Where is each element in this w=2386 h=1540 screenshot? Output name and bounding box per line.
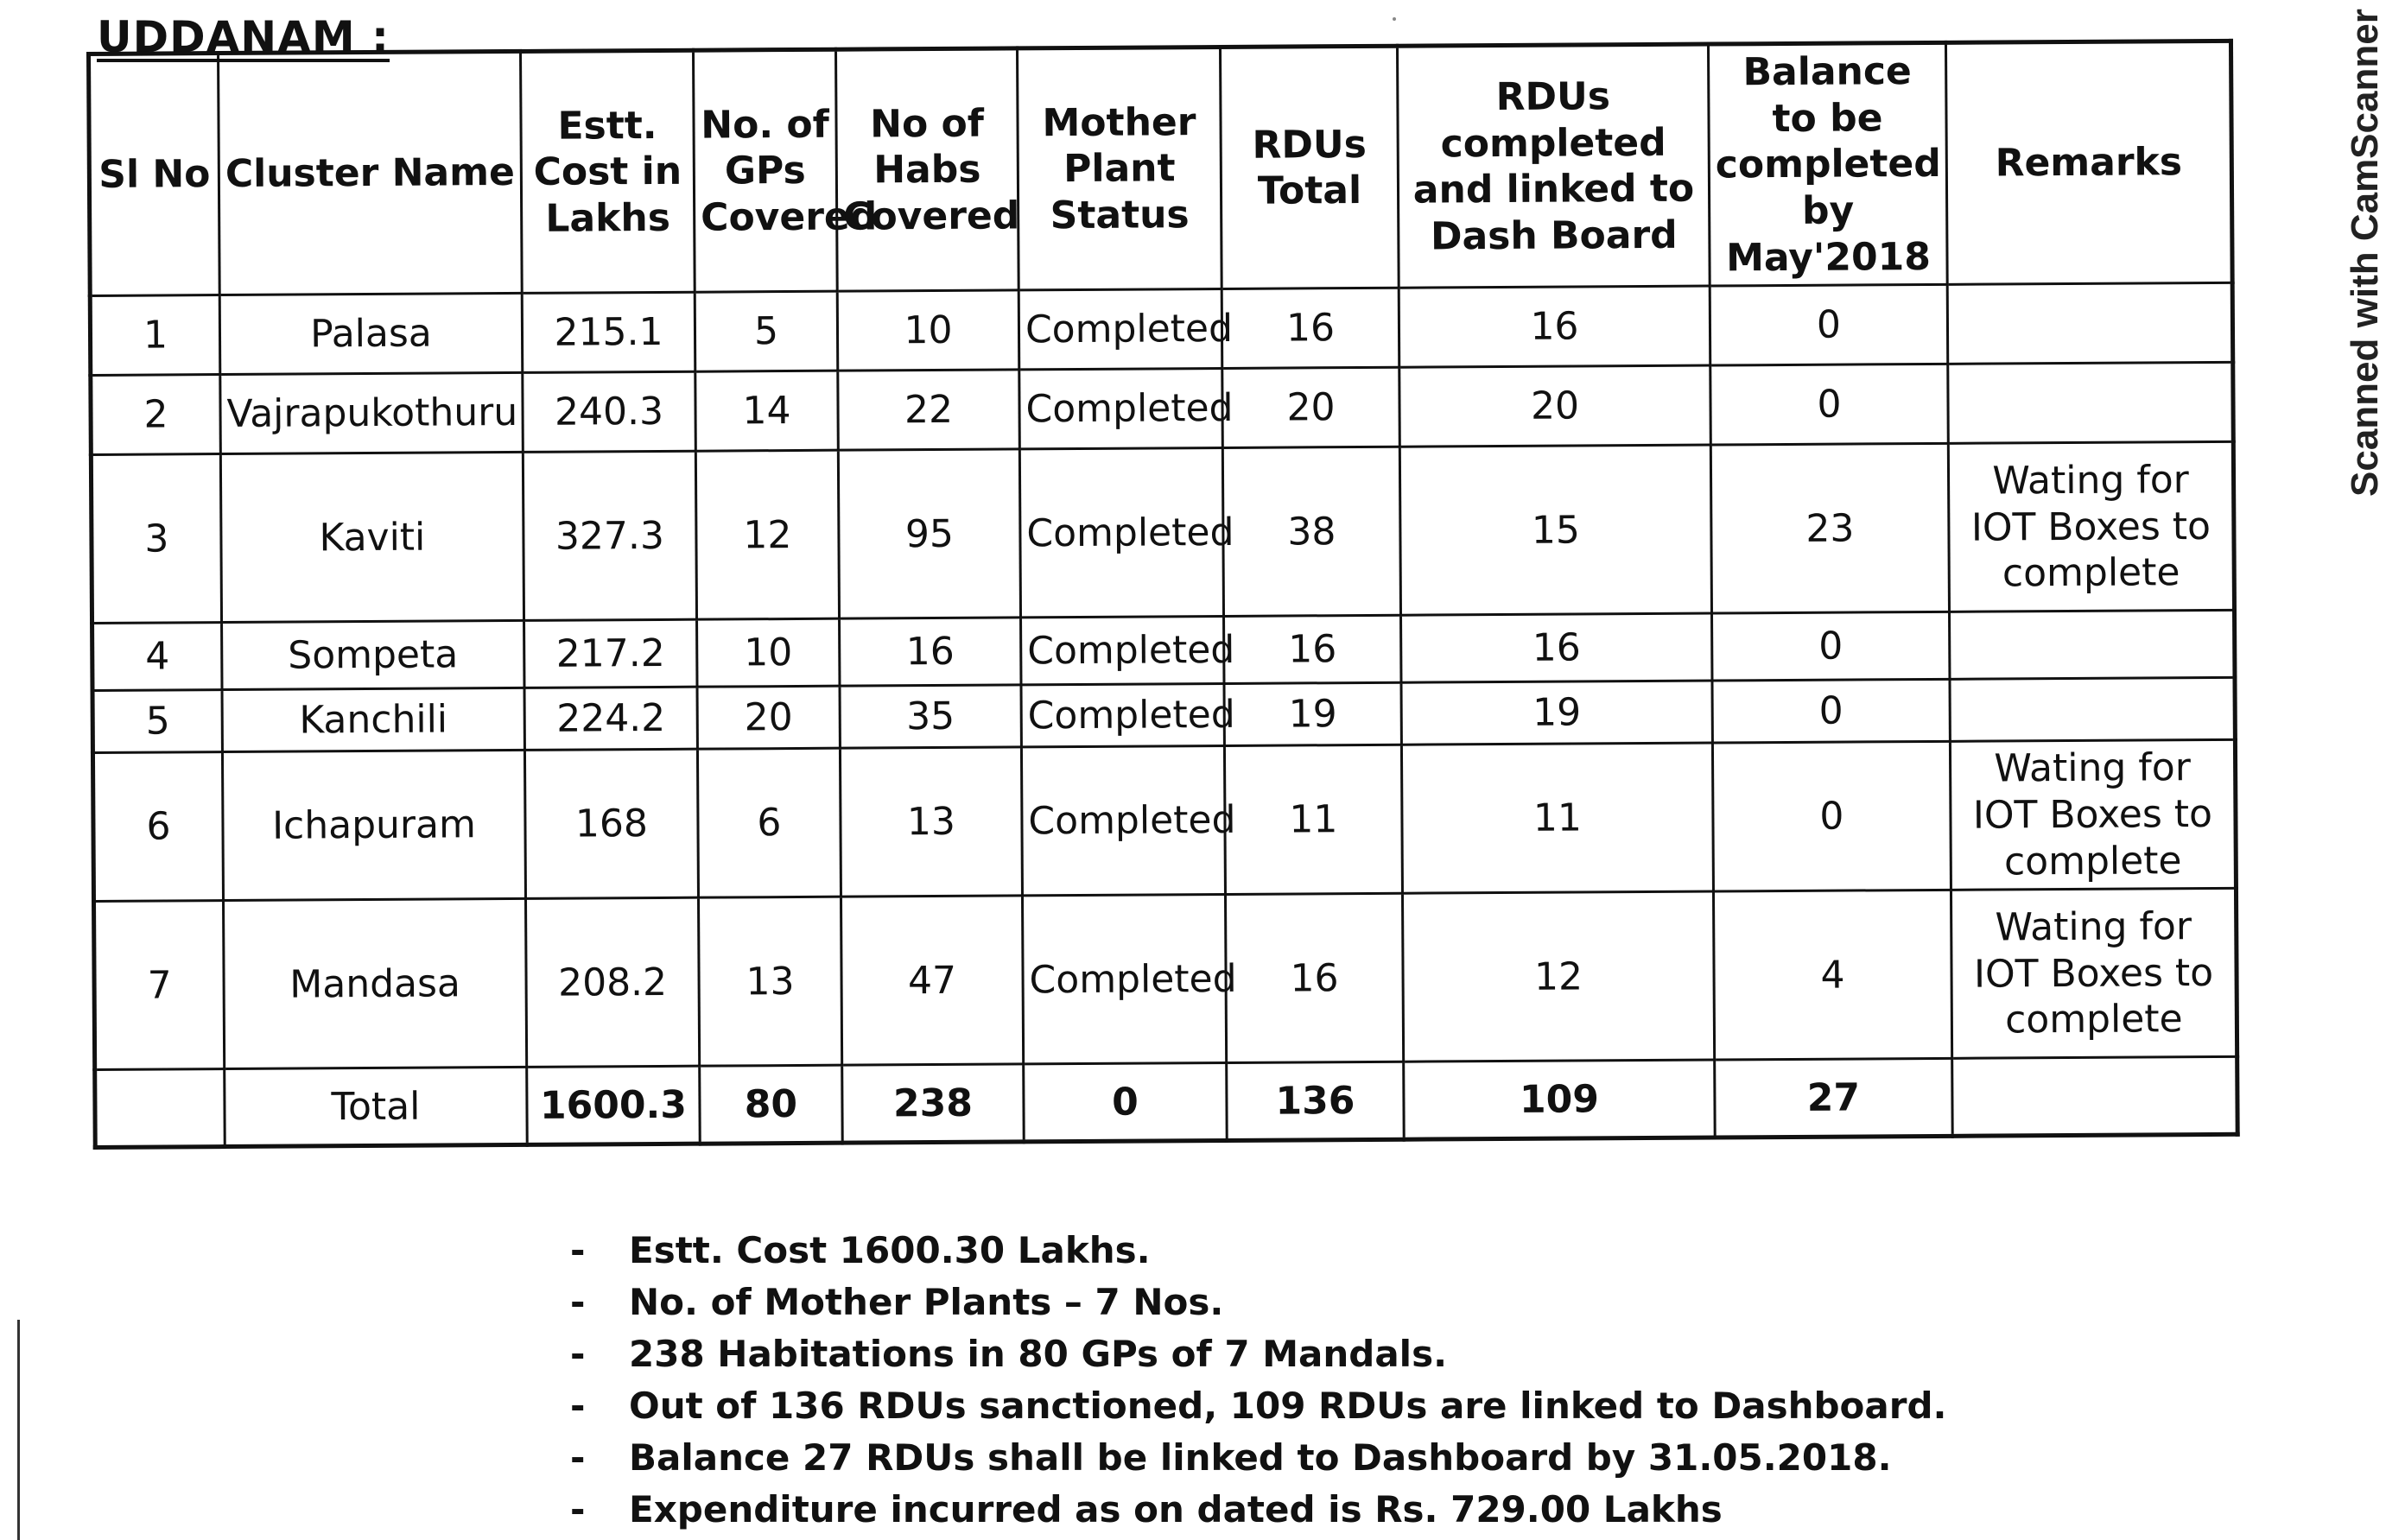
cluster-table-container [86, 39, 2236, 1130]
total-rdus: 136 [1227, 1062, 1405, 1141]
scan-margin-line [17, 1320, 20, 1540]
table-row [91, 363, 2234, 455]
note-text: Expenditure incurred as on dated is Rs. 729.00 Lakhs [629, 1488, 1723, 1530]
total-mother-plant: 0 [1024, 1063, 1228, 1142]
note-item [570, 1277, 1946, 1328]
cell-sl-no: 2 [91, 375, 221, 455]
cell-estt-cost: 327.3 [523, 452, 696, 621]
cell-remarks: Wating for IOT Boxes to complete [1948, 442, 2234, 612]
note-item [570, 1225, 1946, 1277]
cell-rdus-total: 16 [1225, 894, 1403, 1063]
header-habs-covered: No of Habs Covered [835, 48, 1018, 292]
cell-mother-plant-status: Completed [1022, 895, 1226, 1064]
total-label: Total [225, 1068, 528, 1147]
cell-cluster-name: Ichapuram [222, 751, 525, 901]
total-remarks [1952, 1057, 2238, 1137]
header-balance: Balance to be completed by May'2018 [1708, 42, 1947, 286]
cell-mother-plant-status: Completed [1021, 684, 1224, 747]
cell-remarks: Wating for IOT Boxes to complete [1950, 740, 2236, 890]
note-item [570, 1328, 1946, 1380]
header-sl-no: Sl No [89, 54, 220, 296]
cell-habs: 95 [838, 449, 1020, 618]
cell-estt-cost: 168 [524, 750, 698, 899]
cell-habs: 35 [840, 685, 1021, 748]
cell-estt-cost: 240.3 [523, 372, 696, 453]
total-rdus-linked: 109 [1404, 1060, 1716, 1139]
cell-cluster-name: Palasa [219, 294, 523, 375]
total-sl-no [95, 1069, 225, 1148]
cell-balance: 0 [1710, 364, 1949, 446]
cell-cluster-name: Kanchili [222, 688, 524, 752]
header-mother-plant-status: Mother Plant Status [1017, 47, 1222, 290]
cell-rdus-linked: 15 [1399, 445, 1711, 615]
cell-mother-plant-status: Completed [1021, 746, 1225, 896]
cell-sl-no: 3 [91, 454, 221, 624]
page-heading: UDDANAM : [97, 12, 390, 62]
header-rdus-total: RDUs Total [1220, 46, 1399, 289]
total-row [95, 1057, 2238, 1148]
header-row [89, 41, 2233, 296]
bullet-dash: - [570, 1385, 586, 1427]
cell-sl-no: 6 [92, 752, 223, 902]
bullet-dash: - [570, 1229, 586, 1271]
table-row [90, 283, 2233, 376]
cell-rdus-linked: 19 [1401, 681, 1712, 745]
cell-gps: 10 [697, 619, 840, 688]
cell-habs: 22 [838, 370, 1020, 450]
cell-rdus-linked: 12 [1402, 891, 1714, 1062]
cell-habs: 47 [841, 896, 1023, 1065]
cell-rdus-total: 20 [1222, 368, 1400, 448]
cell-balance: 23 [1710, 444, 1949, 614]
note-item [570, 1484, 1946, 1536]
cell-habs: 10 [837, 290, 1019, 371]
table-row [94, 889, 2237, 1070]
cell-rdus-total: 38 [1222, 447, 1400, 617]
cell-gps: 5 [695, 292, 838, 372]
bullet-dash: - [570, 1333, 586, 1375]
note-text: Out of 136 RDUs sanctioned, 109 RDUs are linked to Dashboard. [629, 1385, 1947, 1427]
cell-gps: 6 [697, 749, 841, 898]
cell-balance: 4 [1713, 890, 1951, 1061]
total-estt-cost: 1600.3 [527, 1067, 701, 1145]
cluster-table [86, 39, 2240, 1150]
cell-rdus-total: 11 [1224, 745, 1402, 895]
header-rdus-linked: RDUs completed and linked to Dash Board [1397, 44, 1710, 288]
cell-sl-no: 4 [92, 623, 222, 691]
cell-rdus-linked: 20 [1399, 365, 1711, 447]
note-item [570, 1380, 1946, 1432]
table-row [92, 740, 2236, 902]
cell-remarks: Wating for IOT Boxes to complete [1951, 889, 2237, 1059]
cell-rdus-linked: 11 [1401, 743, 1713, 893]
cell-sl-no: 7 [94, 901, 225, 1070]
cell-cluster-name: Kaviti [220, 453, 524, 623]
cell-mother-plant-status: Completed [1019, 369, 1223, 449]
cell-mother-plant-status: Completed [1021, 617, 1224, 685]
cell-mother-plant-status: Completed [1018, 289, 1222, 370]
cell-remarks [1950, 611, 2235, 680]
cell-balance: 0 [1710, 285, 1948, 366]
note-item [570, 1432, 1946, 1484]
cell-remarks [1950, 678, 2235, 742]
cell-rdus-linked: 16 [1401, 613, 1712, 682]
header-cluster-name: Cluster Name [219, 51, 523, 295]
cell-balance: 0 [1712, 680, 1950, 744]
cell-mother-plant-status: Completed [1019, 448, 1223, 618]
cell-estt-cost: 224.2 [524, 688, 697, 751]
total-habs: 238 [842, 1064, 1025, 1143]
cell-habs: 16 [840, 618, 1021, 686]
cell-gps: 12 [695, 451, 839, 620]
header-remarks: Remarks [1945, 41, 2232, 284]
header-estt-cost: Estt. Cost in Lakhs [521, 50, 695, 294]
bullet-dash: - [570, 1436, 586, 1479]
cell-rdus-total: 16 [1222, 288, 1399, 369]
watermark-text: Scanned with CamScanner [2344, 9, 2386, 497]
cell-remarks [1948, 363, 2234, 444]
note-text: Balance 27 RDUs shall be linked to Dashboard by 31.05.2018. [629, 1436, 1892, 1479]
cell-remarks [1947, 283, 2233, 364]
note-text: Estt. Cost 1600.30 Lakhs. [629, 1229, 1151, 1271]
cell-gps: 13 [698, 897, 841, 1067]
cell-gps: 14 [695, 371, 839, 452]
total-gps: 80 [700, 1066, 843, 1144]
bullet-dash: - [570, 1488, 586, 1530]
cell-cluster-name: Vajrapukothuru [220, 373, 524, 454]
cell-sl-no: 1 [90, 295, 220, 376]
table-row [92, 611, 2235, 691]
table-row [91, 442, 2234, 624]
header-gps-covered: No. of GPs Covered [694, 49, 838, 292]
cell-estt-cost: 215.1 [522, 293, 695, 373]
cell-rdus-total: 16 [1224, 616, 1401, 684]
note-text: 238 Habitations in 80 GPs of 7 Mandals. [629, 1333, 1448, 1375]
cell-sl-no: 5 [92, 690, 222, 753]
cell-rdus-linked: 16 [1399, 286, 1710, 367]
cell-gps: 20 [697, 687, 840, 750]
bullet-dash: - [570, 1281, 586, 1323]
scan-speck [1393, 17, 1396, 21]
cell-estt-cost: 208.2 [526, 898, 700, 1068]
camscanner-watermark [2344, 0, 2386, 518]
cell-balance: 0 [1712, 612, 1950, 681]
note-text: No. of Mother Plants – 7 Nos. [629, 1281, 1224, 1323]
cell-habs: 13 [840, 747, 1022, 897]
total-balance: 27 [1715, 1059, 1953, 1138]
cell-rdus-total: 19 [1224, 683, 1401, 746]
summary-notes [570, 1225, 1946, 1536]
cell-balance: 0 [1712, 742, 1951, 892]
cell-estt-cost: 217.2 [524, 620, 697, 688]
cell-cluster-name: Mandasa [224, 899, 527, 1069]
cell-cluster-name: Sompeta [222, 621, 524, 690]
